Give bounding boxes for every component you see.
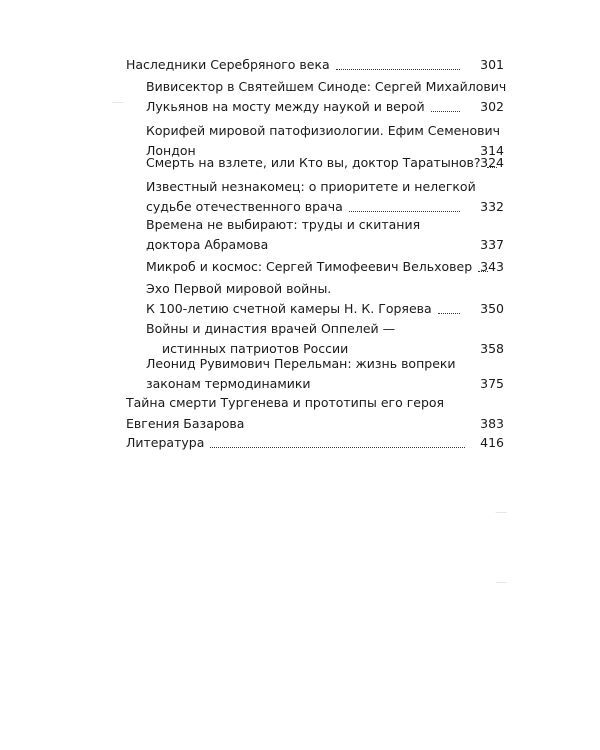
toc-page-number: 332 — [480, 199, 504, 214]
toc-entry-title-cont: Лондон — [146, 143, 196, 158]
leader-dots — [210, 447, 465, 448]
toc-page-number: 416 — [480, 435, 504, 450]
leader-dots — [438, 313, 460, 314]
toc-entry-title: Времена не выбирают: труды и скитания — [146, 217, 421, 232]
toc-entry-title: Корифей мировой патофизиологии. Ефим Семенович — [146, 123, 501, 138]
bleed-through-mark: — — [495, 505, 507, 519]
toc-entry-title: Эхо Первой мировой войны. — [146, 281, 332, 296]
toc-entry-title: Смерть на взлете, или Кто вы, доктор Таратынов? — [146, 155, 481, 170]
toc-page-number: 343 — [480, 259, 504, 274]
toc-entry-title-cont: законам термодинамики — [146, 376, 311, 391]
toc-entry-title: Наследники Серебряного века — [126, 57, 330, 72]
bleed-through-mark: — — [495, 575, 507, 589]
toc-entry-title: Леонид Рувимович Перельман: жизнь вопреки — [146, 356, 456, 371]
toc-entry-title-cont: Евгения Базарова — [126, 416, 245, 431]
toc-entry-title: Литература — [126, 435, 205, 450]
toc-entry-title-cont: судьбе отечественного врача — [146, 199, 343, 214]
toc-entry-title-cont: доктора Абрамова — [146, 237, 269, 252]
toc-page-number: 375 — [480, 376, 504, 391]
toc-page-number: 383 — [480, 416, 504, 431]
toc-page-number: 324 — [480, 155, 504, 170]
toc-page-number: 314 — [480, 143, 504, 158]
toc-entry-title: Известный незнакомец: о приоритете и нелегкой — [146, 179, 476, 194]
toc-entry-title-cont: истинных патриотов России — [162, 341, 349, 356]
toc-page-number: 350 — [480, 301, 504, 316]
toc-entry-title-cont: К 100-летию счетной камеры Н. К. Горяева — [146, 301, 432, 316]
leader-dots — [431, 111, 460, 112]
toc-entry-title: Войны и династия врачей Оппелей — — [146, 321, 396, 336]
toc-entry-title: Тайна смерти Тургенева и прототипы его героя — [126, 395, 445, 410]
leader-dots — [336, 69, 460, 70]
toc-page-number: 337 — [480, 237, 504, 252]
toc-entry-title-cont: Лукьянов на мосту между наукой и верой — [146, 99, 425, 114]
toc-page-number: 358 — [480, 341, 504, 356]
toc-entry-title: Вивисектор в Святейшем Синоде: Сергей Михайлович — [146, 79, 507, 94]
bleed-through-mark: — — [112, 95, 124, 109]
toc-page-number: 302 — [480, 99, 504, 114]
toc-entry-title: Микроб и космос: Сергей Тимофеевич Вельховер — [146, 259, 473, 274]
toc-page-number: 301 — [480, 57, 504, 72]
leader-dots — [349, 211, 460, 212]
